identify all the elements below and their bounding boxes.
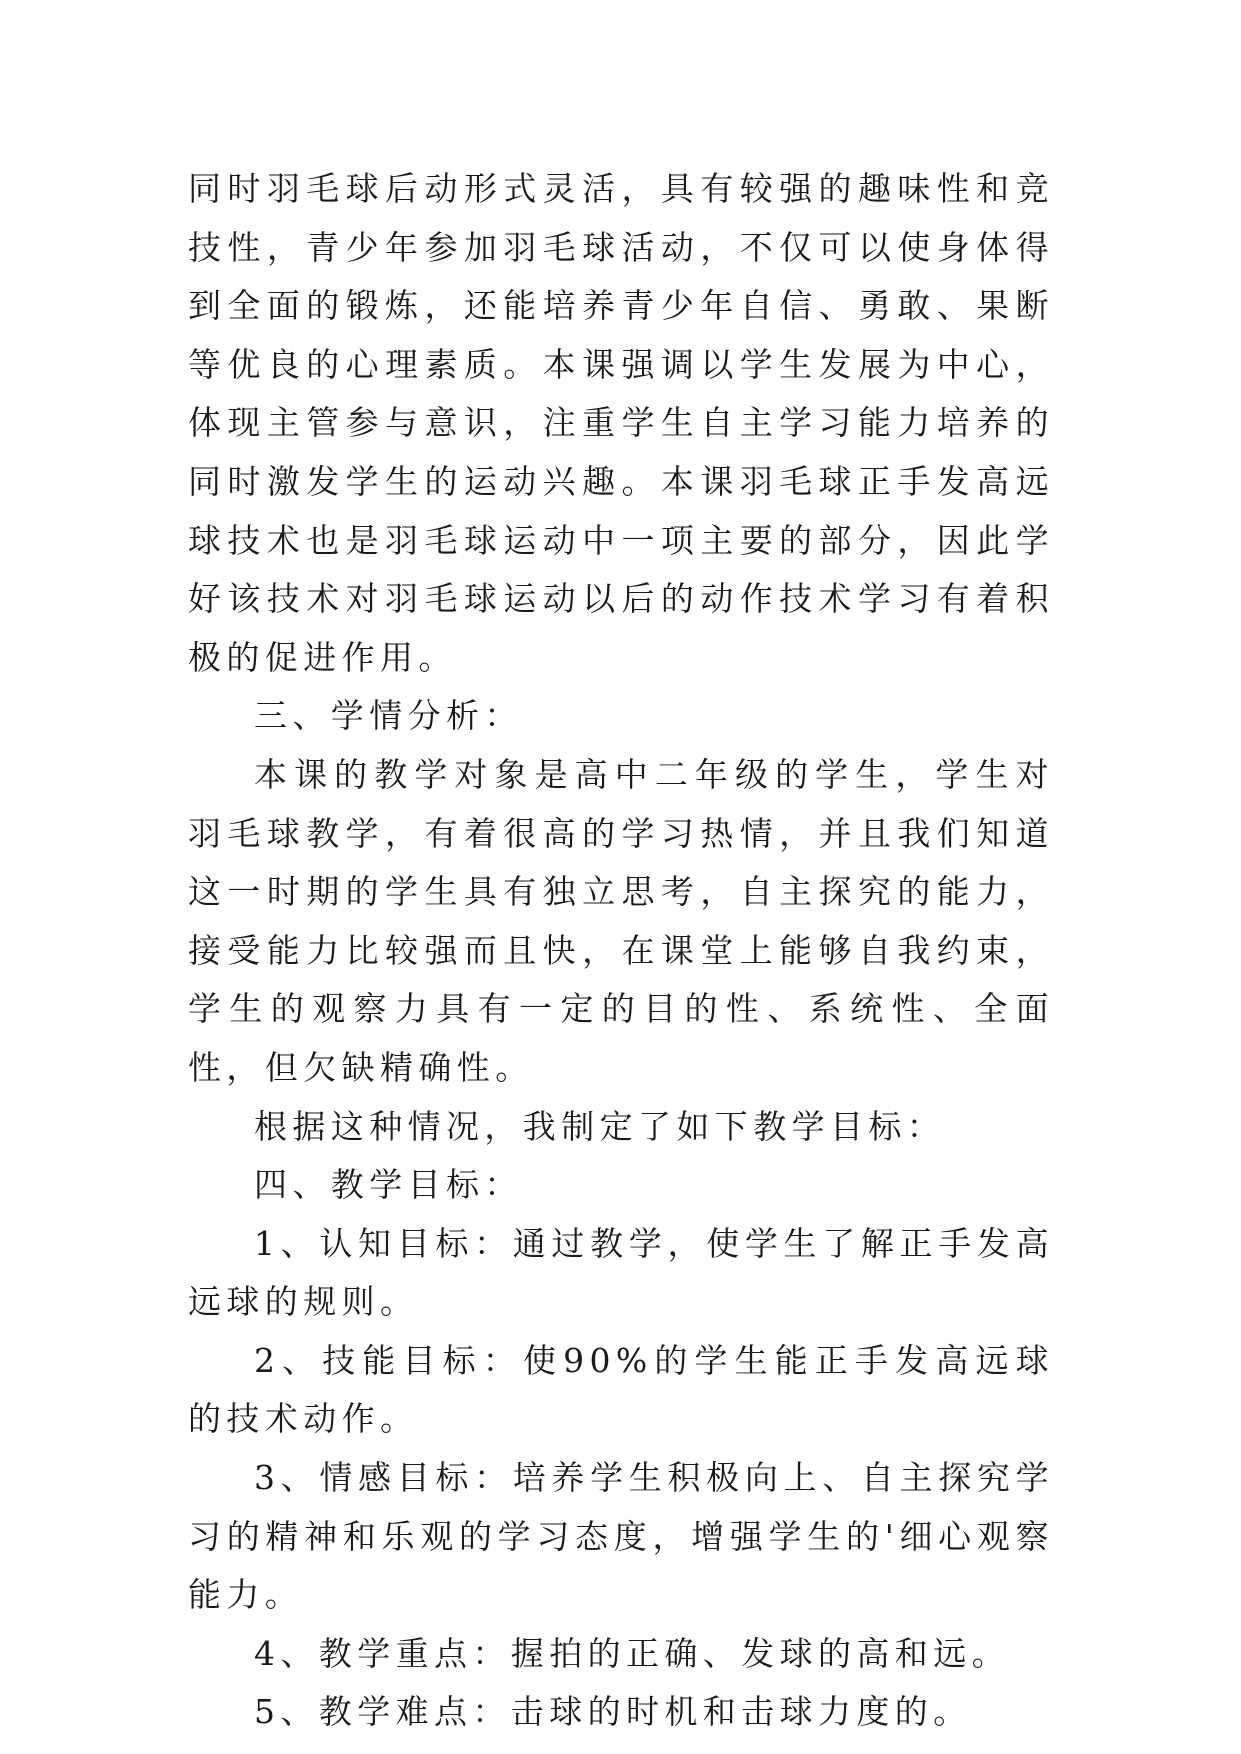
section-heading-teaching-goals: 四、教学目标：: [254, 1165, 523, 1205]
paragraph-transition: 根据这种情况，我制定了如下教学目标：: [254, 1106, 946, 1146]
document-body: [188, 160, 1054, 1742]
list-item-emotional-goal: 3、情感目标：培养学生积极向上、自主探究学习的精神和乐观的学习态度，增强学生的'细心观察能力。: [188, 1458, 1054, 1615]
paragraph-intro-continued: 同时羽毛球后动形式灵活，具有较强的趣味性和竞技性，青少年参加羽毛球活动，不仅可以使身体得到全面的锻炼，还能培养青少年自信、勇敢、果断等优良的心理素质。本课强调以学生发展为中心，体现主管参与意识，注重学生自主学习能力培养的同时激发学生的运动兴趣。本课羽毛球正手发高远球技术也是羽毛球运动中一项主要的部分，因此学好该技术对羽毛球运动以后的动作技术学习有着积极的促进作用。: [188, 169, 1054, 677]
list-item-skill-goal: 2、技能目标：使90%的学生能正手发高远球的技术动作。: [188, 1340, 1054, 1439]
paragraph-learning-analysis: 本课的教学对象是高中二年级的学生，学生对羽毛球教学，有着很高的学习热情，并且我们知道这一时期的学生具有独立思考，自主探究的能力，接受能力比较强而且快，在课堂上能够自我约束，学生的观察力具有一定的目的性、系统性、全面性，但欠缺精确性。: [188, 754, 1054, 1087]
list-item-difficult-point: 5、教学难点：击球的时机和击球力度的。: [254, 1692, 972, 1732]
list-item-key-point: 4、教学重点：握拍的正确、发球的高和远。: [254, 1633, 1010, 1673]
section-heading-learning-analysis: 三、学情分析：: [254, 696, 523, 736]
list-item-cognitive-goal: 1、认知目标：通过教学，使学生了解正手发高远球的规则。: [188, 1223, 1054, 1322]
